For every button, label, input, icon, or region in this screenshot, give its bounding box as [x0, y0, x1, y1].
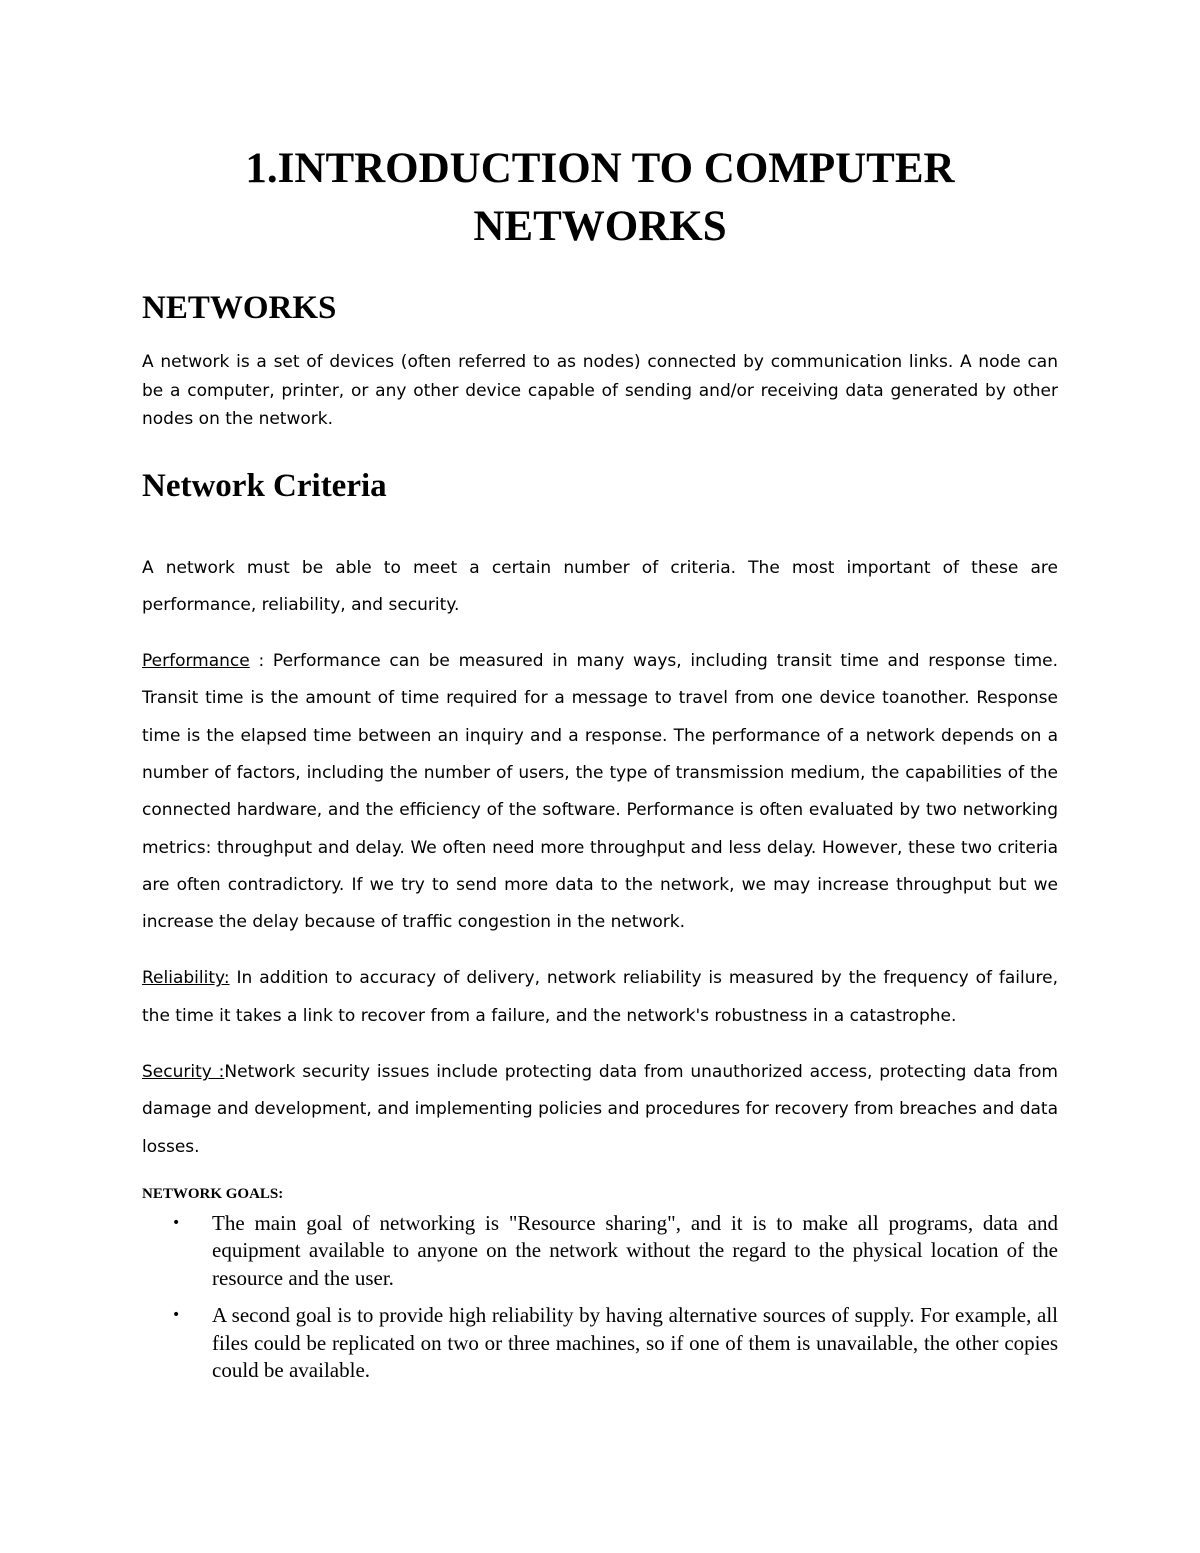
networks-paragraph: A network is a set of devices (often referred to as nodes) connected by communication links. A node can be a computer, printer, or any other device capable of sending and/or receiving data generated by other nodes on the network. — [142, 352, 1058, 429]
reliability-text: In addition to accuracy of delivery, network reliability is measured by the frequency of failure, the time it takes a link to recover from a failure, and the network's robustness in a catastrophe. — [142, 968, 1058, 1026]
title-line-2: NETWORKS — [473, 203, 727, 250]
reliability-paragraph — [142, 960, 1058, 1035]
document-title — [142, 140, 1058, 256]
criteria-intro-paragraph: A network must be able to meet a certain number of criteria. The most important of these are performance, reliability, and security. — [142, 557, 1058, 615]
list-item — [142, 1302, 1058, 1385]
network-goals-heading: NETWORK GOALS: — [142, 1185, 284, 1202]
goal-text: The main goal of networking is "Resource sharing", and it is to make all programs, data and equipment available to anyone on the network without the regard to the physical location of the resource and the user. — [212, 1210, 1058, 1290]
performance-text: : Performance can be measured in many ways, including transit time and response time. Transit time is the amount of time required for a message to travel from one device toanother. Response time is the elapsed time between an inquiry and a response. The performance of a network depends on a number of factors, including the number of users, the type of transmission medium, the capabilities of the connected hardware, and the efficiency of the software. Performance is often evaluated by two networking metrics: throughput and delay. We often need more throughput and less delay. However, these two criteria are often contradictory. If we try to send more data to the network, we may increase throughput but we increase the delay because of traffic congestion in the network. — [142, 651, 1058, 933]
title-line-1: 1.INTRODUCTION TO COMPUTER — [245, 145, 955, 192]
reliability-label: Reliability: — [142, 968, 230, 989]
networks-heading: NETWORKS — [142, 290, 337, 326]
network-goals-list — [142, 1210, 1058, 1385]
security-label: Security : — [142, 1062, 225, 1083]
security-paragraph — [142, 1054, 1058, 1166]
list-item — [142, 1210, 1058, 1293]
performance-paragraph — [142, 643, 1058, 941]
performance-label: Performance — [142, 651, 250, 672]
bullet-icon: • — [172, 1307, 181, 1324]
network-criteria-heading: Network Criteria — [142, 467, 387, 504]
security-text: Network security issues include protecting data from unauthorized access, protecting data from damage and development, and implementing policies and procedures for recovery from breaches and data losses. — [142, 1062, 1058, 1157]
bullet-icon: • — [172, 1214, 181, 1231]
goal-text: A second goal is to provide high reliability by having alternative sources of supply. For example, all files could be replicated on two or three machines, so if one of them is unavailable, the other copies could be available. — [212, 1303, 1058, 1383]
